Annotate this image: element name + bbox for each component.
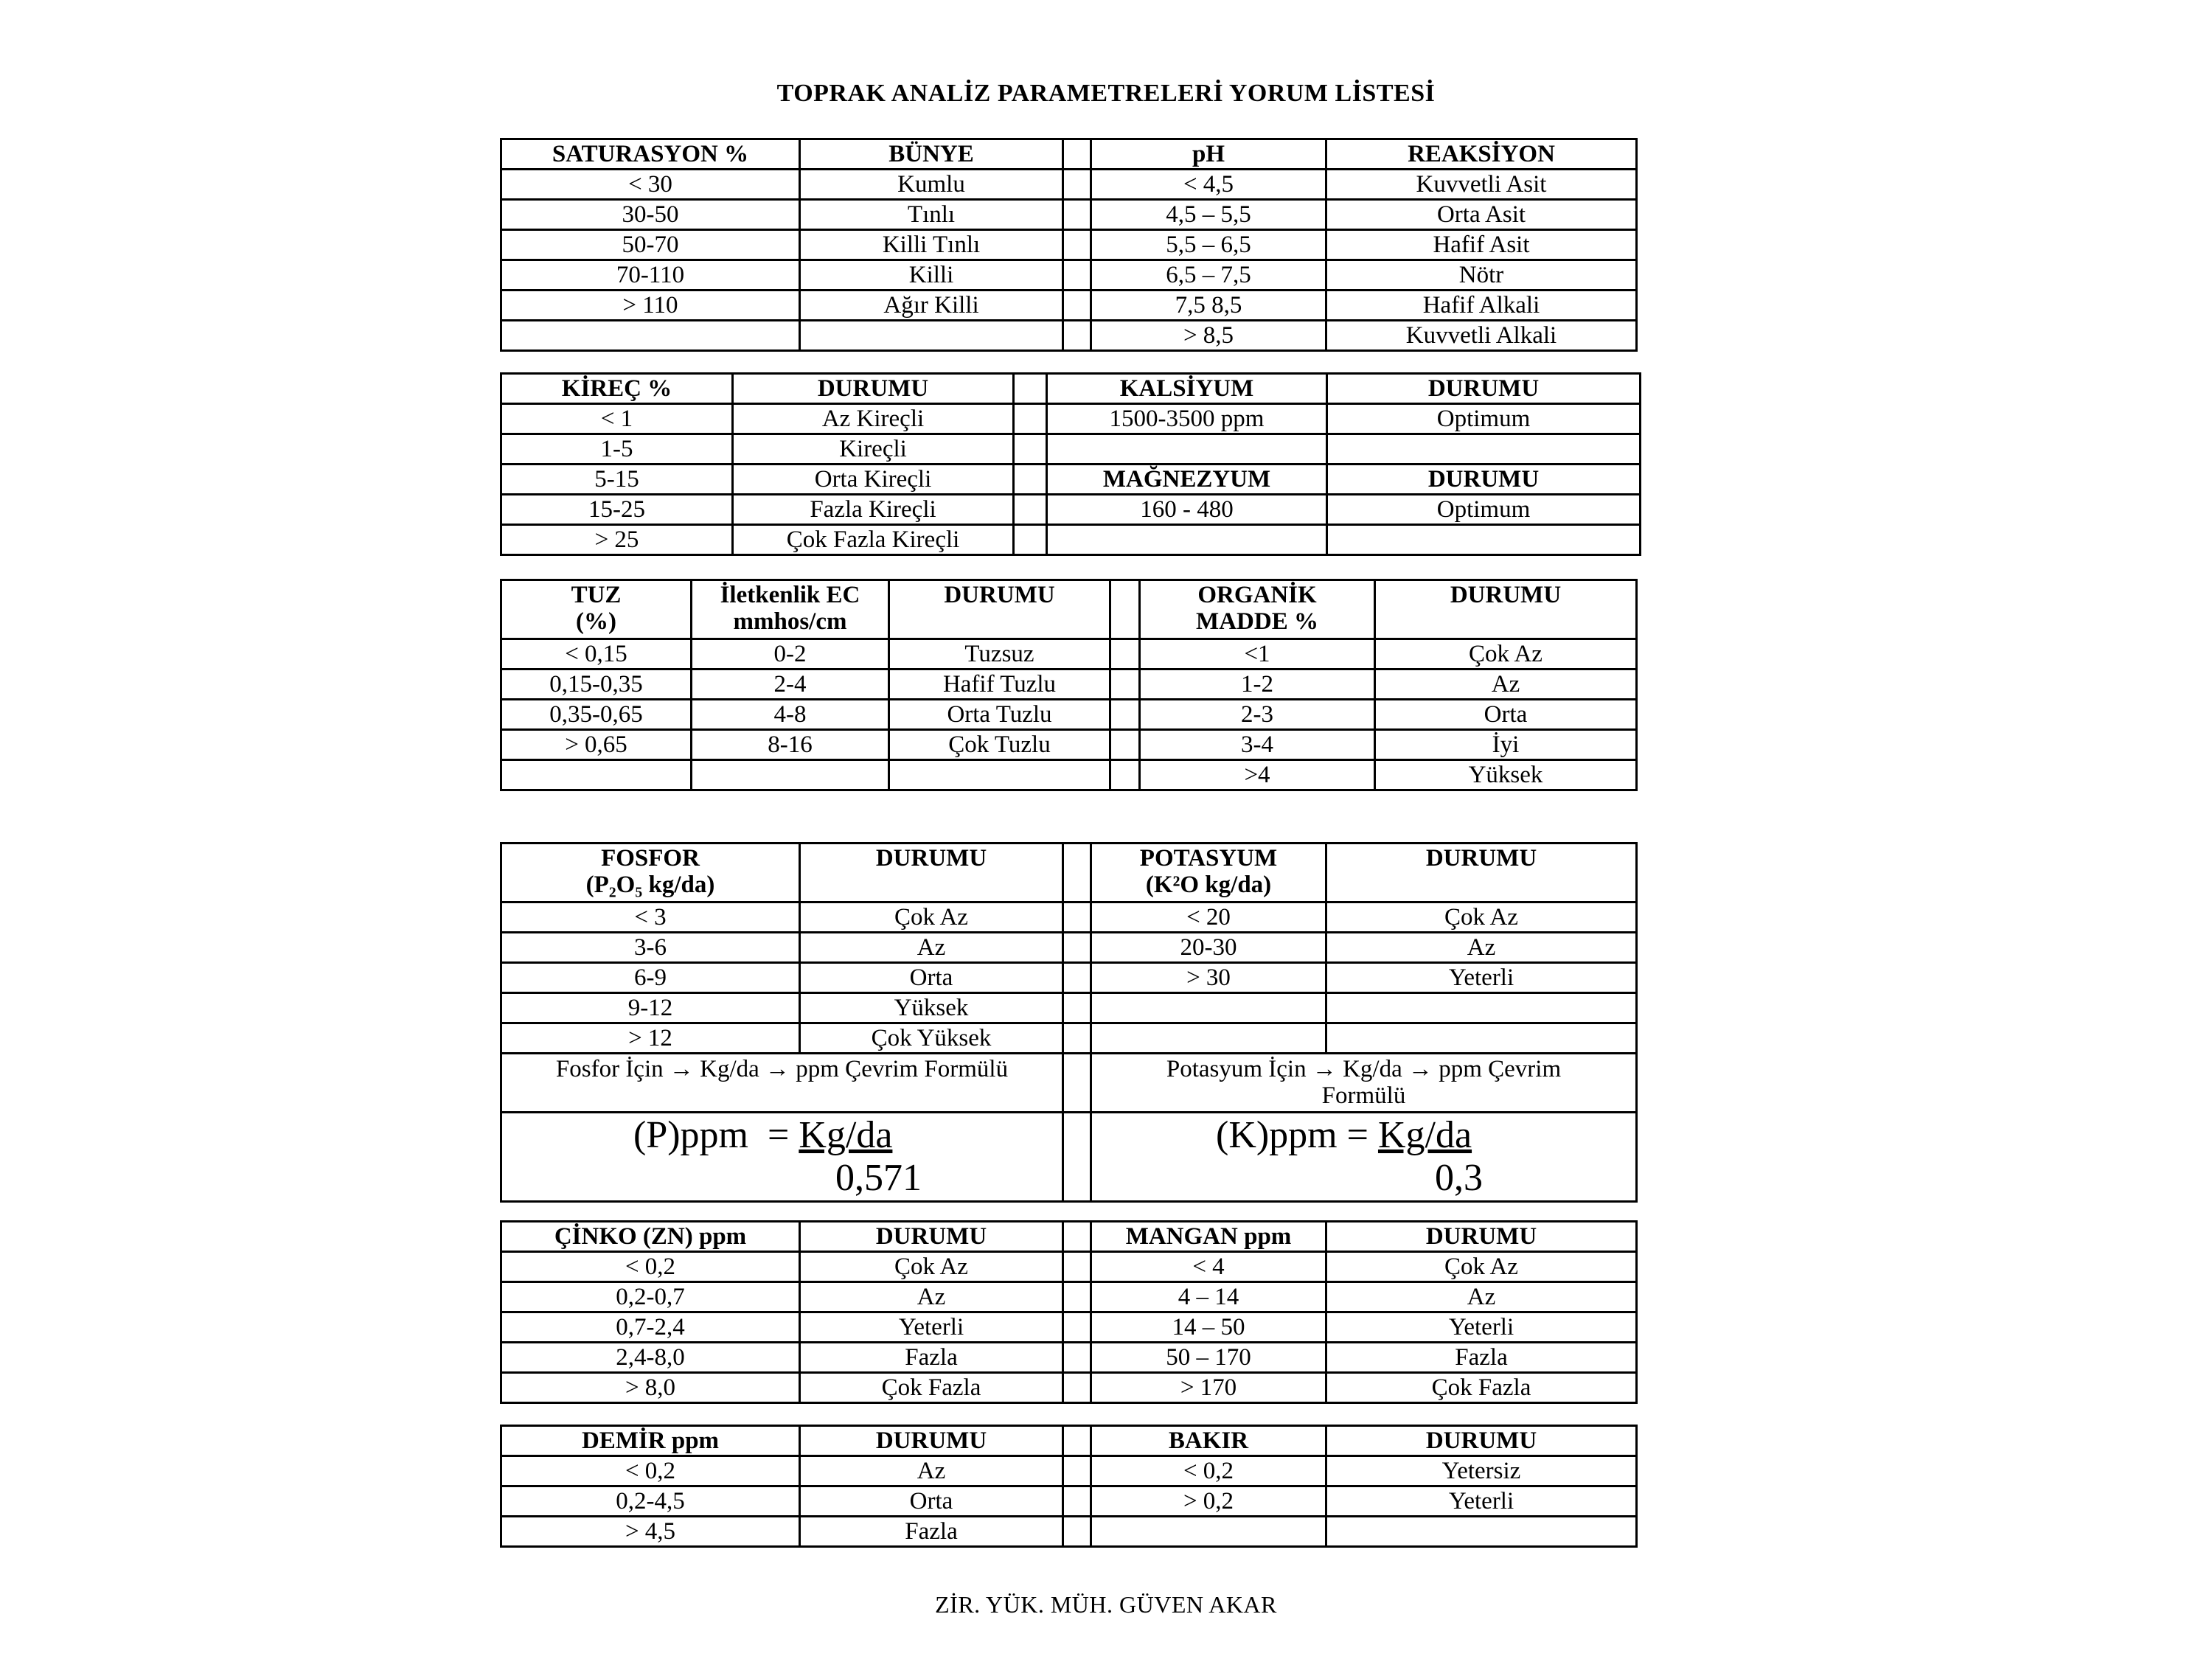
header-durumu: DURUMU <box>1327 374 1641 404</box>
gap-cell <box>1110 580 1140 639</box>
gap-cell <box>1014 495 1047 525</box>
header-demir: DEMİR ppm <box>501 1426 800 1456</box>
header-fosfor-line2: (P₂O₅ kg/da) <box>585 872 715 898</box>
header-iletkenlik <box>692 580 889 639</box>
table-cell <box>800 321 1063 351</box>
gap-cell <box>1063 844 1091 902</box>
table-cell: < 0,2 <box>501 1252 800 1282</box>
table-cell: Ağır Killi <box>800 291 1063 321</box>
table-cell: Killi Tınlı <box>800 230 1063 260</box>
phosphorus-conversion-label: Fosfor İçin → Kg/da → ppm Çevrim Formülü <box>501 1054 1063 1113</box>
table-cell: 6,5 – 7,5 <box>1091 260 1326 291</box>
table-cell: > 8,0 <box>501 1373 800 1403</box>
table-cell: Fazla <box>1326 1343 1637 1373</box>
table-cell <box>1327 434 1641 465</box>
header-iletkenlik-line1: İletkenlik EC <box>720 582 860 608</box>
header-saturasyon: SATURASYON % <box>501 139 800 170</box>
gap-cell <box>1110 669 1140 700</box>
table-cell: < 1 <box>501 404 733 434</box>
header-durumu: DURUMU <box>800 1426 1063 1456</box>
table-cell: 50 – 170 <box>1091 1343 1326 1373</box>
gap-cell <box>1014 525 1047 555</box>
phosphorus-formula <box>501 1113 1063 1202</box>
table-cell: İyi <box>1375 730 1637 760</box>
table-cell: 160 - 480 <box>1047 495 1327 525</box>
table-cell: > 4,5 <box>501 1517 800 1547</box>
table-cell: Hafif Tuzlu <box>889 669 1110 700</box>
table-cell: 2-3 <box>1140 700 1375 730</box>
table-cell: 1500-3500 ppm <box>1047 404 1327 434</box>
page-title: TOPRAK ANALİZ PARAMETRELERİ YORUM LİSTESİ <box>776 80 1436 107</box>
table-cell: Yetersiz <box>1326 1456 1637 1486</box>
table-cell: 0,35-0,65 <box>501 700 692 730</box>
gap-cell <box>1063 139 1091 170</box>
table-cell: 8-16 <box>692 730 889 760</box>
header-iletkenlik-line2: mmhos/cm <box>733 608 847 635</box>
header-durumu: DURUMU <box>733 374 1014 404</box>
table-cell: Çok Fazla Kireçli <box>733 525 1014 555</box>
table-cell: 0,2-0,7 <box>501 1282 800 1312</box>
table-cell: < 0,2 <box>1091 1456 1326 1486</box>
table-cell: 7,5 8,5 <box>1091 291 1326 321</box>
table-cell: Fazla Kireçli <box>733 495 1014 525</box>
gap-cell <box>1063 1023 1091 1054</box>
table-cell: Hafif Alkali <box>1326 291 1637 321</box>
table-cell <box>1326 993 1637 1023</box>
header-durumu: DURUMU <box>1326 1426 1637 1456</box>
table-cell: 0-2 <box>692 639 889 669</box>
table-cell <box>1091 1023 1326 1054</box>
gap-cell <box>1063 1456 1091 1486</box>
table-cell: Yeterli <box>800 1312 1063 1343</box>
gap-cell <box>1063 1282 1091 1312</box>
gap-cell <box>1063 260 1091 291</box>
gap-cell <box>1110 700 1140 730</box>
table-cell: Çok Az <box>800 902 1063 933</box>
table-cell: > 0,2 <box>1091 1486 1326 1517</box>
header-potasyum <box>1091 844 1326 902</box>
gap-cell <box>1063 902 1091 933</box>
table-cell: Fazla <box>800 1343 1063 1373</box>
gap-cell <box>1063 963 1091 993</box>
table-cell: 70-110 <box>501 260 800 291</box>
table-cell: > 170 <box>1091 1373 1326 1403</box>
table-cell: 6-9 <box>501 963 800 993</box>
table-cell: Orta Asit <box>1326 200 1637 230</box>
table-cell <box>1327 525 1641 555</box>
table-cell: Çok Az <box>800 1252 1063 1282</box>
table-cell <box>1326 1517 1637 1547</box>
table-cell: < 4,5 <box>1091 170 1326 200</box>
table-cell: 3-4 <box>1140 730 1375 760</box>
gap-cell <box>1063 1113 1091 1202</box>
table-cell: 4 – 14 <box>1091 1282 1326 1312</box>
table-cell: Fazla <box>800 1517 1063 1547</box>
header-potasyum-line2: (K²O kg/da) <box>1145 872 1272 898</box>
table-cell: Hafif Asit <box>1326 230 1637 260</box>
table-cell: Az <box>1375 669 1637 700</box>
header-potasyum-line1: POTASYUM <box>1139 845 1278 872</box>
table-cell: < 20 <box>1091 902 1326 933</box>
header-bunye: BÜNYE <box>800 139 1063 170</box>
phosphorus-potassium-table <box>500 842 1638 1203</box>
header-durumu: DURUMU <box>800 844 1063 902</box>
table-cell: Çok Tuzlu <box>889 730 1110 760</box>
table-cell: Az <box>800 1282 1063 1312</box>
table-cell: > 8,5 <box>1091 321 1326 351</box>
header-kalsiyum: KALSİYUM <box>1047 374 1327 404</box>
gap-cell <box>1063 1054 1091 1113</box>
table-cell: 9-12 <box>501 993 800 1023</box>
iron-copper-table <box>500 1425 1638 1548</box>
gap-cell <box>1063 291 1091 321</box>
table-cell: Çok Az <box>1326 1252 1637 1282</box>
table-cell: Yüksek <box>800 993 1063 1023</box>
table-cell: Az <box>800 1456 1063 1486</box>
salt-organic-table <box>500 579 1638 791</box>
header-cinko: ÇİNKO (ZN) ppm <box>501 1222 800 1252</box>
table-cell <box>501 321 800 351</box>
table-cell: <1 <box>1140 639 1375 669</box>
zinc-manganese-table <box>500 1220 1638 1404</box>
gap-cell <box>1063 993 1091 1023</box>
header-organik-madde <box>1140 580 1375 639</box>
table-cell <box>1047 525 1327 555</box>
gap-cell <box>1014 465 1047 495</box>
table-cell: 4,5 – 5,5 <box>1091 200 1326 230</box>
table-cell: 3-6 <box>501 933 800 963</box>
gap-cell <box>1063 1426 1091 1456</box>
table-cell: >4 <box>1140 760 1375 790</box>
header-magnezyum: MAĞNEZYUM <box>1047 465 1327 495</box>
gap-cell <box>1063 1373 1091 1403</box>
table-cell: Yeterli <box>1326 1312 1637 1343</box>
header-durumu: DURUMU <box>1327 465 1641 495</box>
gap-cell <box>1063 170 1091 200</box>
potassium-formula <box>1091 1113 1637 1202</box>
lime-calcium-table <box>500 372 1641 556</box>
saturation-ph-table <box>500 138 1638 352</box>
table-cell: Çok Az <box>1375 639 1637 669</box>
table-cell: Çok Fazla <box>800 1373 1063 1403</box>
table-cell: Kumlu <box>800 170 1063 200</box>
table-cell: Kuvvetli Alkali <box>1326 321 1637 351</box>
header-tuz-line1: TUZ <box>571 582 622 608</box>
table-cell: Orta <box>1375 700 1637 730</box>
table-cell: 14 – 50 <box>1091 1312 1326 1343</box>
gap-cell <box>1063 230 1091 260</box>
table-cell: Orta Tuzlu <box>889 700 1110 730</box>
table-cell: Çok Yüksek <box>800 1023 1063 1054</box>
formula-p-numerator: Kg/da <box>799 1114 893 1156</box>
table-cell: Orta <box>800 963 1063 993</box>
header-mangan: MANGAN ppm <box>1091 1222 1326 1252</box>
header-fosfor-line1: FOSFOR <box>601 845 700 872</box>
table-cell: > 30 <box>1091 963 1326 993</box>
author-footer: ZİR. YÜK. MÜH. GÜVEN AKAR <box>935 1591 1277 1618</box>
table-cell: < 30 <box>501 170 800 200</box>
table-cell: Az <box>1326 933 1637 963</box>
table-cell: 50-70 <box>501 230 800 260</box>
table-cell: Az <box>800 933 1063 963</box>
table-cell: > 12 <box>501 1023 800 1054</box>
potassium-conversion-label: Potasyum İçin → Kg/da → ppm Çevrim Formülü <box>1091 1054 1637 1113</box>
formula-k-denominator: 0,3 <box>1435 1157 1483 1199</box>
table-cell: < 0,15 <box>501 639 692 669</box>
formula-p-denominator: 0,571 <box>835 1157 922 1199</box>
table-cell: 2,4-8,0 <box>501 1343 800 1373</box>
gap-cell <box>1014 434 1047 465</box>
header-ph: pH <box>1091 139 1326 170</box>
gap-cell <box>1110 730 1140 760</box>
table-cell: Yüksek <box>1375 760 1637 790</box>
table-cell: Optimum <box>1327 495 1641 525</box>
table-cell: Çok Fazla <box>1326 1373 1637 1403</box>
table-cell: 15-25 <box>501 495 733 525</box>
table-cell: > 0,65 <box>501 730 692 760</box>
table-cell: Kuvvetli Asit <box>1326 170 1637 200</box>
table-cell: Tuzsuz <box>889 639 1110 669</box>
table-cell: Yeterli <box>1326 963 1637 993</box>
table-cell <box>1326 1023 1637 1054</box>
table-cell: < 4 <box>1091 1252 1326 1282</box>
table-cell: Az <box>1326 1282 1637 1312</box>
gap-cell <box>1063 1312 1091 1343</box>
table-cell: 20-30 <box>1091 933 1326 963</box>
gap-cell <box>1014 404 1047 434</box>
gap-cell <box>1063 200 1091 230</box>
table-cell: 0,2-4,5 <box>501 1486 800 1517</box>
table-cell: 0,7-2,4 <box>501 1312 800 1343</box>
table-cell <box>1091 993 1326 1023</box>
table-cell: 1-2 <box>1140 669 1375 700</box>
gap-cell <box>1063 321 1091 351</box>
table-cell: 5,5 – 6,5 <box>1091 230 1326 260</box>
header-kirec: KİREÇ % <box>501 374 733 404</box>
table-cell: < 0,2 <box>501 1456 800 1486</box>
gap-cell <box>1063 1517 1091 1547</box>
table-cell: 2-4 <box>692 669 889 700</box>
header-organik-line2: MADDE % <box>1196 608 1318 635</box>
table-cell: < 3 <box>501 902 800 933</box>
gap-cell <box>1063 1486 1091 1517</box>
table-cell <box>692 760 889 790</box>
table-cell: Optimum <box>1327 404 1641 434</box>
header-reaksiyon: REAKSİYON <box>1326 139 1637 170</box>
table-cell: 0,15-0,35 <box>501 669 692 700</box>
gap-cell <box>1063 1343 1091 1373</box>
header-durumu: DURUMU <box>1326 1222 1637 1252</box>
header-bakir: BAKIR <box>1091 1426 1326 1456</box>
table-cell <box>1091 1517 1326 1547</box>
header-tuz-line2: (%) <box>576 608 616 635</box>
gap-cell <box>1110 639 1140 669</box>
table-cell: Çok Az <box>1326 902 1637 933</box>
table-cell: Killi <box>800 260 1063 291</box>
table-cell: Orta <box>800 1486 1063 1517</box>
table-cell <box>889 760 1110 790</box>
table-cell: 1-5 <box>501 434 733 465</box>
formula-k-left: (K)ppm = <box>1216 1114 1378 1156</box>
table-cell: > 110 <box>501 291 800 321</box>
header-tuz <box>501 580 692 639</box>
table-cell: Orta Kireçli <box>733 465 1014 495</box>
table-cell: Nötr <box>1326 260 1637 291</box>
table-cell: 30-50 <box>501 200 800 230</box>
header-durumu: DURUMU <box>889 580 1110 639</box>
gap-cell <box>1110 760 1140 790</box>
gap-cell <box>1014 374 1047 404</box>
formula-k-numerator: Kg/da <box>1377 1114 1472 1156</box>
header-durumu: DURUMU <box>1375 580 1637 639</box>
header-organik-line1: ORGANİK <box>1197 582 1317 608</box>
header-durumu: DURUMU <box>1326 844 1637 902</box>
table-cell: 4-8 <box>692 700 889 730</box>
table-cell: 5-15 <box>501 465 733 495</box>
table-cell <box>1047 434 1327 465</box>
table-cell: Yeterli <box>1326 1486 1637 1517</box>
table-cell: > 25 <box>501 525 733 555</box>
gap-cell <box>1063 1222 1091 1252</box>
gap-cell <box>1063 1252 1091 1282</box>
table-cell <box>501 760 692 790</box>
header-fosfor <box>501 844 800 902</box>
table-cell: Az Kireçli <box>733 404 1014 434</box>
table-cell: Tınlı <box>800 200 1063 230</box>
header-durumu: DURUMU <box>800 1222 1063 1252</box>
table-cell: Kireçli <box>733 434 1014 465</box>
formula-p-left: (P)ppm = <box>633 1114 799 1156</box>
gap-cell <box>1063 933 1091 963</box>
